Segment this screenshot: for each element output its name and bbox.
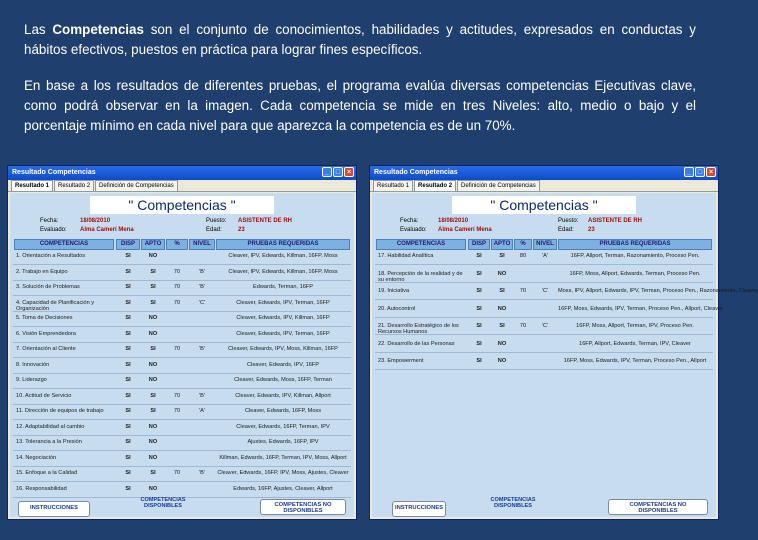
nivel-value: 'B'	[199, 346, 205, 352]
table-row	[13, 453, 351, 467]
apto-value: NO	[148, 315, 158, 321]
competency-name: 5. Toma de Decisiones	[16, 315, 73, 321]
pruebas-value: Cleaver, Edwards, IPV, Terman, 16FP	[236, 330, 330, 337]
apto-value: SI	[150, 284, 156, 290]
tab-resultado-2[interactable]: Resultado 2	[414, 180, 456, 191]
evaluado-label: Evaluado:	[40, 227, 67, 233]
table-row	[13, 329, 351, 343]
disp-value: SI	[125, 284, 131, 290]
apto-value: NO	[497, 305, 507, 312]
no-disp-line-1: COMPETENCIAS NO	[274, 502, 332, 508]
disp-value: SI	[125, 470, 131, 476]
edad-value: 23	[588, 227, 595, 233]
pruebas-value: 16FP, Moss, Edwards, IPV, Terman, Proceso Pen., Allport	[563, 358, 707, 364]
competencias-disponibles-label[interactable]	[118, 497, 208, 509]
table-row	[375, 356, 713, 370]
disp-value: SI	[476, 270, 482, 277]
disp-value: SI	[125, 392, 131, 399]
competencias-no-disponibles-button[interactable]	[608, 499, 708, 515]
puesto-label: Puesto:	[558, 218, 579, 224]
competency-name: 23. Empowerment	[378, 358, 424, 364]
pruebas-value: Cleaver, Edwards, IPV, Killman, 16FP	[236, 315, 330, 321]
intro-p1-rest: son el conjunto de conocimientos, habilidades y actitudes, expresados en conductas y hábitos efectivos, puestos en práctica para lograr fines específicos.	[24, 22, 696, 57]
pct-value: 70	[519, 323, 527, 329]
competencias-no-disponibles-button[interactable]	[260, 499, 346, 515]
competency-name: 3. Solución de Problemas	[16, 284, 80, 290]
minimize-icon[interactable]: _	[684, 167, 694, 177]
competency-name: 16. Responsabilidad	[16, 485, 67, 492]
title-bar	[370, 166, 718, 180]
competency-name: 8. Innovación	[16, 361, 50, 368]
disp-value: SI	[125, 485, 131, 492]
competency-name: 1. Orientación a Resultados	[16, 253, 86, 259]
nivel-value: 'A'	[199, 408, 205, 414]
table-row	[375, 269, 713, 283]
competencias-disponibles-label[interactable]	[468, 497, 558, 509]
pct-value: 70	[173, 408, 181, 414]
competency-name: 6. Visión Emprendedora	[16, 330, 76, 337]
close-icon[interactable]: ×	[706, 167, 716, 177]
tab-resultado-1[interactable]: Resultado 1	[11, 180, 53, 191]
table-row	[375, 251, 713, 265]
no-disp-line-2: DISPONIBLES	[283, 508, 323, 514]
page-title: " Competencias "	[452, 196, 636, 214]
table-row	[375, 321, 713, 335]
nivel-value: 'C'	[198, 299, 206, 306]
apto-value: SI	[150, 299, 156, 306]
competency-name: 2. Trabajo en Equipo	[16, 268, 68, 275]
instrucciones-button[interactable]: INSTRUCCIONES	[18, 501, 90, 517]
window-title: Resultado Competencias	[374, 169, 458, 176]
disp-value: SI	[125, 330, 131, 337]
fecha-value: 18/08/2010	[80, 218, 111, 224]
apto-value: SI	[150, 392, 156, 399]
apto-value: NO	[148, 423, 158, 430]
instrucciones-button[interactable]: INSTRUCCIONES	[392, 501, 446, 517]
col-apto: APTO	[141, 239, 165, 250]
pct-value: 70	[173, 470, 181, 476]
apto-value: NO	[148, 485, 158, 492]
table-row	[13, 298, 351, 312]
col-pruebas: PRUEBAS REQUERIDAS	[558, 239, 712, 250]
disp-value: SI	[125, 377, 131, 383]
pruebas-value: 16FP, Allport, Terman, Razonamiento, Proceso Pen.	[570, 253, 700, 259]
apto-value: NO	[497, 358, 507, 364]
disp-value: SI	[125, 315, 131, 321]
apto-value: NO	[497, 270, 507, 277]
intro-paragraph-1	[24, 20, 696, 60]
no-disp-line-1: COMPETENCIAS NO	[629, 502, 687, 508]
disp-label-line-1: COMPETENCIAS	[140, 497, 186, 503]
nivel-value: 'B'	[199, 284, 205, 290]
window-right	[369, 165, 758, 520]
fecha-value: 18/08/2010	[438, 218, 469, 224]
disp-label-line-1: COMPETENCIAS	[490, 497, 536, 503]
col-competencias: COMPETENCIAS	[376, 239, 466, 250]
pct-value: 70	[173, 268, 181, 275]
pct-value: 70	[173, 346, 181, 352]
apto-value: SI	[150, 268, 156, 275]
competency-name: 19. Iniciativa	[378, 288, 410, 294]
disp-value: SI	[476, 253, 482, 259]
intro-p1-prefix: Las	[24, 22, 53, 37]
pruebas-value: Cleaver, Edwards, IPV, 16FP	[247, 361, 319, 368]
apto-value: NO	[148, 439, 158, 445]
nivel-value: 'C'	[541, 288, 549, 294]
intro-text	[24, 20, 696, 152]
table-row	[13, 344, 351, 358]
competency-name: 9. Liderazgo	[16, 377, 47, 383]
nivel-value: 'A'	[542, 253, 548, 259]
pruebas-value: Cleaver, Edwards, 16FP, Terman, IPV	[236, 423, 330, 430]
evaluado-value: Alma Camerí Mena	[80, 227, 134, 233]
tab-definicion[interactable]: Definición de Competencias	[95, 180, 178, 191]
evaluado-value: Alma Camerí Mena	[438, 227, 492, 233]
panel	[372, 193, 758, 517]
pruebas-value: Cleaver, Edwards, IPV, Terman, 16FP	[236, 299, 330, 306]
table-row	[375, 304, 723, 318]
col-pct: %	[514, 239, 532, 250]
puesto-label: Puesto:	[206, 218, 227, 224]
apto-value: NO	[148, 454, 158, 461]
tab-strip	[370, 180, 718, 192]
apto-value: SI	[499, 288, 505, 294]
puesto-value: ASISTENTE DE RH	[238, 218, 293, 224]
pruebas-value: Cleaver, Edwards, IPV, Killman, Allport	[235, 392, 331, 399]
apto-value: NO	[148, 361, 158, 368]
table-row	[13, 375, 351, 389]
competency-name: 20. Autocontrol	[378, 305, 416, 312]
competency-name: 15. Enfoque a la Calidad	[16, 470, 78, 476]
pruebas-value: 16FP, Moss, Allport, Edwards, Terman, Proceso Pen.	[569, 270, 701, 277]
pruebas-value: Cleaver, IPV, Edwards, Killman, 16FP, Moss	[228, 253, 338, 259]
apto-value: SI	[150, 470, 156, 476]
tab-resultado-1[interactable]: Resultado 1	[373, 180, 413, 191]
pruebas-value: Cleaver, Edwards, IPV, Moss, Killman, 16FP	[228, 346, 338, 352]
pct-value: 70	[173, 392, 181, 399]
nivel-value: 'B'	[199, 470, 205, 476]
puesto-value: ASISTENTE DE RH	[588, 218, 643, 224]
maximize-icon[interactable]: □	[333, 167, 343, 177]
pct-value: 70	[173, 284, 181, 290]
competency-name: 11. Dirección de equipos de trabajo	[16, 408, 104, 414]
pruebas-value: Edwards, 16FP, Ajustes, Cleaver, Allport	[233, 485, 333, 492]
col-pruebas: PRUEBAS REQUERIDAS	[216, 239, 350, 250]
nivel-value: 'B'	[199, 268, 205, 275]
disp-label-line-2: DISPONIBLES	[144, 503, 182, 509]
pruebas-value: Cleaver, Edwards, Moss, 16FP, Terman	[234, 377, 332, 383]
apto-value: NO	[148, 377, 158, 383]
edad-label: Edad:	[558, 227, 574, 233]
table-row	[13, 267, 351, 281]
disp-value: SI	[125, 439, 131, 445]
nivel-value: 'B'	[199, 392, 205, 399]
evaluado-label: Evaluado:	[400, 227, 427, 233]
table-row	[13, 282, 351, 296]
tab-definicion[interactable]: Definición de Competencias	[457, 180, 540, 191]
window-left	[7, 165, 357, 520]
col-apto: APTO	[491, 239, 513, 250]
competency-name: 4. Capacidad de Planificación y Organización	[16, 299, 95, 312]
edad-label: Edad:	[206, 227, 222, 233]
intro-p1-bold: Competencias	[52, 22, 144, 37]
apto-value: SI	[150, 408, 156, 414]
pruebas-value: Edwards, Terman, 16FP	[253, 284, 313, 290]
pruebas-value: Moss, IPV, Allport, Edwards, IPV, Terman, Proceso Pen., Razonamiento, Cleaver	[558, 288, 758, 294]
disp-value: SI	[476, 305, 482, 312]
competency-name: 13. Tolerancia a la Presión	[16, 439, 82, 445]
disp-value: SI	[125, 346, 131, 352]
pruebas-value: Cleaver, Edwards, 16FP, Moss	[244, 408, 322, 414]
maximize-icon[interactable]: □	[695, 167, 705, 177]
disp-label-line-2: DISPONIBLES	[494, 503, 532, 509]
disp-value: SI	[476, 340, 482, 347]
col-disp: DISP	[116, 239, 140, 250]
pruebas-value: Ajustes, Edwards, 16FP, IPV	[247, 439, 319, 445]
col-pct: %	[166, 239, 188, 250]
pruebas-value: Killman, Edwards, 16FP, Terman, IPV, Moss, Allport	[219, 454, 347, 461]
competency-name: 17. Habilidad Analítica	[378, 253, 434, 259]
page-title: " Competencias "	[90, 196, 274, 214]
tab-resultado-2[interactable]: Resultado 2	[54, 180, 94, 191]
table-row	[13, 313, 351, 327]
table-row	[375, 286, 758, 300]
panel	[10, 193, 354, 517]
pruebas-value: Cleaver, IPV, Edwards, Killman, 16FP, Moss	[228, 268, 338, 275]
table-row	[13, 422, 351, 436]
title-bar	[8, 166, 356, 180]
competency-name: 10. Actitud de Servicio	[16, 392, 72, 399]
col-competencias: COMPETENCIAS	[14, 239, 114, 250]
pruebas-value: 16FP, Allport, Edwards, Terman, IPV, Cleaver	[579, 340, 691, 347]
disp-value: SI	[125, 423, 131, 430]
pruebas-value: Cleaver, Edwards, 16FP, IPV, Moss, Ajustes, Cleaver	[217, 470, 349, 476]
tab-strip	[8, 180, 356, 192]
table-row	[13, 484, 351, 498]
disp-value: SI	[125, 268, 131, 275]
col-nivel: NIVEL	[533, 239, 557, 250]
table-row	[13, 468, 351, 482]
disp-value: SI	[476, 288, 482, 294]
pct-value: 80	[519, 253, 527, 259]
pct-value: 70	[519, 288, 527, 294]
table-row	[13, 406, 351, 420]
pruebas-value: 16FP, Moss, Allport, Terman, IPV, Proceso Pen.	[576, 323, 694, 329]
competency-name: 22. Desarrollo de las Personas	[378, 340, 455, 347]
apto-value: SI	[499, 323, 505, 329]
no-disp-line-2: DISPONIBLES	[638, 508, 678, 514]
pruebas-value: 16FP, Moss, Edwards, IPV, Terman, Proceso Pen., Allport, Cleaver	[558, 305, 723, 312]
fecha-label: Fecha:	[40, 218, 59, 224]
disp-value: SI	[476, 323, 482, 329]
apto-value: SI	[499, 253, 505, 259]
apto-value: NO	[497, 340, 507, 347]
apto-value: NO	[148, 253, 158, 259]
fecha-label: Fecha:	[400, 218, 419, 224]
disp-value: SI	[125, 299, 131, 306]
edad-value: 23	[238, 227, 245, 233]
competency-name: 12. Adaptabilidad al cambio	[16, 423, 85, 430]
minimize-icon[interactable]: _	[322, 167, 332, 177]
disp-value: SI	[125, 454, 131, 461]
competency-name: 7. Orientación al Cliente	[16, 346, 76, 352]
col-disp: DISP	[468, 239, 490, 250]
nivel-value: 'C'	[541, 323, 549, 329]
competency-name: 21. Desarrollo Estratégico de los Recursos Humanos	[378, 323, 459, 335]
table-row	[13, 251, 351, 265]
competency-name: 14. Negociación	[16, 454, 57, 461]
disp-value: SI	[476, 358, 482, 364]
competency-name: 18. Percepción de la realidad y de su entorno	[378, 270, 463, 283]
disp-value: SI	[125, 408, 131, 414]
pct-value: 70	[173, 299, 181, 306]
disp-value: SI	[125, 361, 131, 368]
table-row	[13, 437, 351, 451]
apto-value: NO	[148, 330, 158, 337]
window-title: Resultado Competencias	[12, 169, 96, 176]
col-nivel: NIVEL	[189, 239, 215, 250]
table-row	[375, 339, 713, 353]
close-icon[interactable]: ×	[344, 167, 354, 177]
table-row	[13, 360, 351, 374]
table-row	[13, 391, 351, 405]
apto-value: SI	[150, 346, 156, 352]
intro-paragraph-2: En base a los resultados de diferentes pruebas, el programa evalúa diversas competencias Ejecutivas clave, como podrá observar en la imagen. Cada competencia se mide en tres Niveles: alto, medio o bajo y el porcentaje mínimo en cada nivel para que aparezca la competencia es de un 70%.	[24, 78, 696, 133]
disp-value: SI	[125, 253, 131, 259]
